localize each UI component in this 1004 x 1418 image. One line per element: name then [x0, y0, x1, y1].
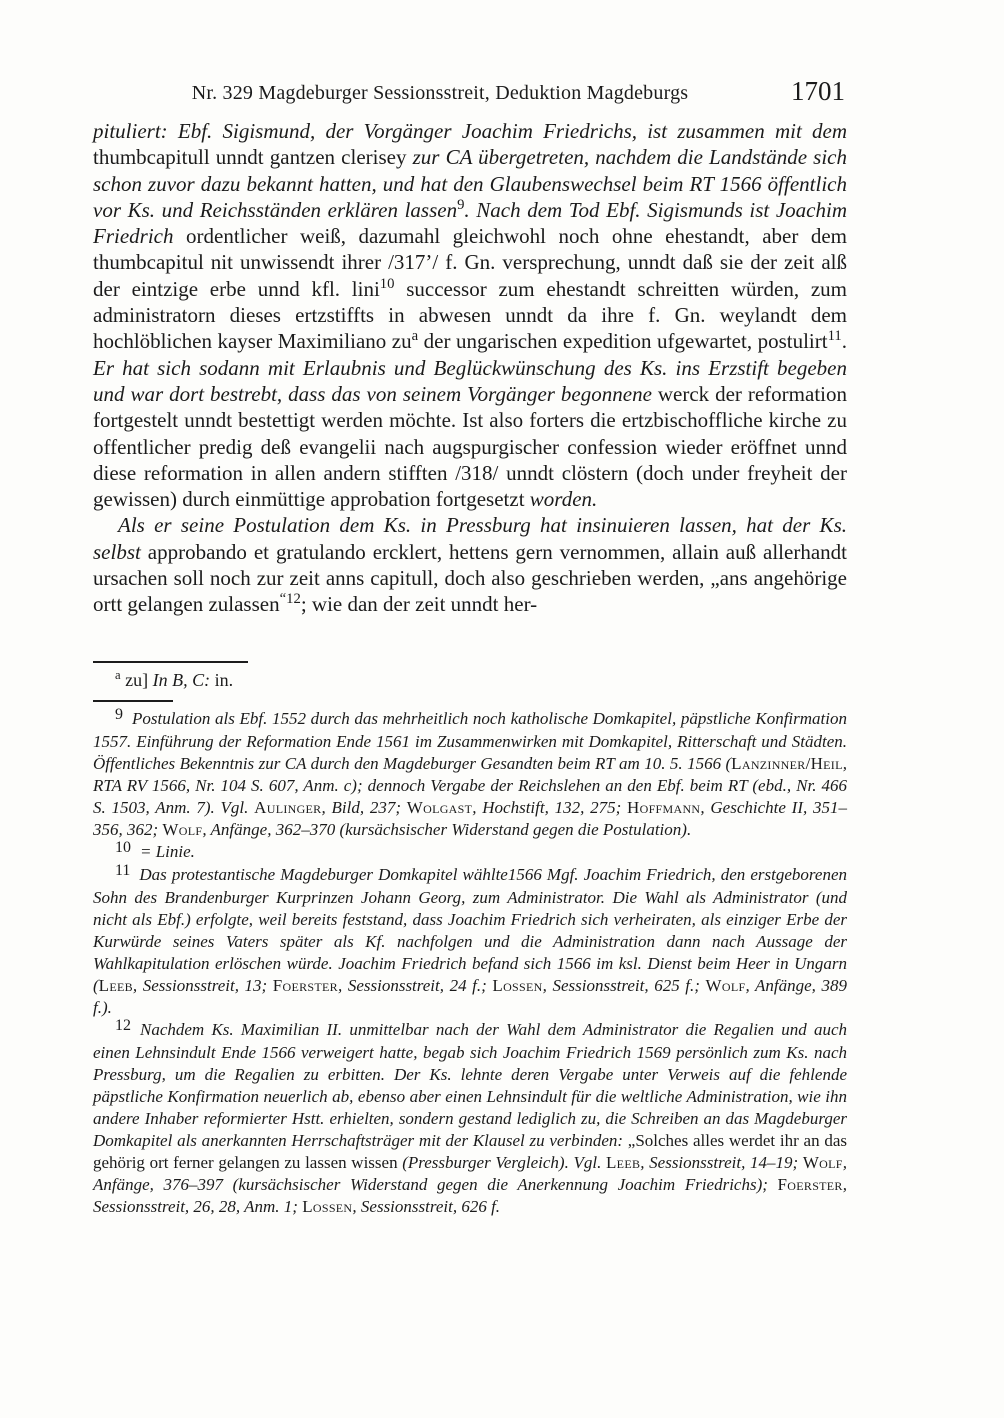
footnote-12	[93, 1019, 847, 1218]
footnote-text: Nachdem Ks. Maximilian II. unmittelbar nach der Wahl dem Administrator die Regalien und auch einen Lehnsindult Ende 1566 verweigert hatte, begab sich Joachim Friedrich 1569 persönlich zum Ks. nach Pressburg, um die Regalien zu erbitten. Der Ks. lehnte deren Vergabe unter Verweis auf die fehlende päpstliche Konfirmation neuerlich ab, ebenso aber einen Lehnsindult für die weltliche Administration, wie ihn andere Inhaber reformierter Hstt. erhielten, sondern gestand lediglich zu, die Schreiben an das Magdeburger Domkapitel als anerkannten Herrschaftsträger mit der Klausel zu verbinden: „Solches alles werdet ihr an das gehörig ort ferner gelangen zu lassen wissen (Pressburger Vergleich). Vgl. Leeb, Sessionsstreit, 14–19; Wolf, Anfänge, 376–397 (kursächsischer Widerstand gegen die Anerkennung Joachim Friedrichs); Foerster, Sessionsstreit, 26, 28, Anm. 1; Lossen, Sessionsstreit, 626 f.	[93, 1020, 847, 1216]
footnote-text: Postulation als Ebf. 1552 durch das mehrheitlich noch katholische Domkapitel, päpstliche Konfirmation 1557. Einführung der Reformation Ende 1561 im Zusammenwirken mit Domkapitel, Ritterschaft und Städten. Öffentliches Bekenntnis zur CA durch den Magdeburger Gesandten beim RT am 10. 5. 1566 (Lanzinner/Heil, RTA RV 1566, Nr. 104 S. 607, Anm. c); dennoch Vergabe der Reichslehen an den Ebf. beim RT (ebd., Nr. 466 S. 1503, Anm. 7). Vgl. Aulinger, Bild, 237; Wolgast, Hochstift, 132, 275; Hoffmann, Geschichte II, 351–356, 362; Wolf, Anfänge, 362–370 (kursächsischer Widerstand gegen die Postulation).	[93, 709, 848, 839]
apparatus-note: $^a$ zu] In B, C: in.	[115, 668, 234, 690]
footnote-marker: 9	[115, 706, 123, 723]
footnote-11	[93, 864, 847, 1019]
footnotes-section	[93, 708, 847, 1218]
body-paragraph-2: Als er seine Postulation dem Ks. in Pressburg hat insinuieren lassen, hat der Ks. selbst approbando et gratulando ercklert, hettens gern vernommen, allain auß allerhandt ursachen soll noch zur zeit anns capitull, doch also geschrieben werden, „ans angehörige ortt gelangen zulassen$^{“12}$; wie dan der zeit unndt her-	[93, 513, 847, 617]
footnote-marker: 12	[115, 1017, 131, 1034]
apparatus-divider-rule	[93, 661, 248, 663]
footnote-9	[93, 708, 847, 841]
page-number: 1701	[791, 76, 845, 106]
page-header	[93, 76, 847, 112]
footnote-marker: 10	[115, 839, 131, 856]
footnote-marker: 11	[115, 862, 131, 879]
running-head: Nr. 329 Magdeburger Sessionsstreit, Deduktion Magdeburgs	[191, 82, 689, 104]
footnote-10	[93, 841, 847, 864]
body-paragraph-1: pituliert: Ebf. Sigismund, der Vorgänger Joachim Friedrichs, ist zusammen mit dem thumbcapitull unndt gantzen clerisey zur CA übergetreten, nachdem die Landstände sich schon zuvor dazu bekannt hatten, und hat den Glaubenswechsel beim RT 1566 öffentlich vor Ks. und Reichsständen erklären lassen$^9$. Nach dem Tod Ebf. Sigismunds ist Joachim Friedrich ordentlicher weiß, dazumahl gleichwohl noch ohne ehestandt, aber dem thumbcapitul nit unwissendt ihrer /317’/ f. Gn. versprechung, unndt daß sie der zeit alß der eintzige erbe unnd kfl. lini$^{10}$ successor zum ehestandt schreitten würden, zum administratorn dieses ertzstiffts in abwesen unndt da ihre f. Gn. weylandt dem hochlöblichen kayser Maximiliano $zu^a$ der ungarischen expedition ufgewartet, postulirt$^{11}$. Er hat sich sodann mit Erlaubnis und Beglückwünschung des Ks. ins Erzstift begeben und war dort bestrebt, dass das von seinem Vorgänger begonnene werck der reformation fortgestelt unndt bestettigt werden möchte. Ist also forters die ertzbischoffliche kirche zu offentlicher predig deß evangelii nach augspurgischer confession wieder eröffnet unnd diese reformation in allen andern stifften /318/ unndt clöstern (doch under freyheit der gewissen) durch einmüttige approbation fortgesetzt worden.	[93, 119, 848, 512]
footnote-text: Das protestantische Magdeburger Domkapitel wählte1566 Mgf. Joachim Friedrich, den erstgeborenen Sohn des Brandenburger Kurprinzen Johann Georg, zum Administrator. Die Wahl als Administrator (und nicht als Ebf.) erfolgte, weil bereits feststand, dass Joachim Friedrich sich verheiraten, als einziger Erbe der Kurwürde seines Vaters später als Kf. nachfolgen und die Administration dann nach Aussage der Wahlkapitulation erlöschen würde. Joachim Friedrich befand sich 1566 im ksl. Dienst beim Heer in Ungarn (Leeb, Sessionsstreit, 13; Foerster, Sessionsstreit, 24 f.; Lossen, Sessionsstreit, 625 f.; Wolf, Anfänge, 389 f.).	[93, 865, 847, 1017]
main-text	[93, 118, 847, 618]
footnote-divider-rule	[93, 700, 173, 702]
footnote-text: = Linie.	[140, 842, 195, 861]
